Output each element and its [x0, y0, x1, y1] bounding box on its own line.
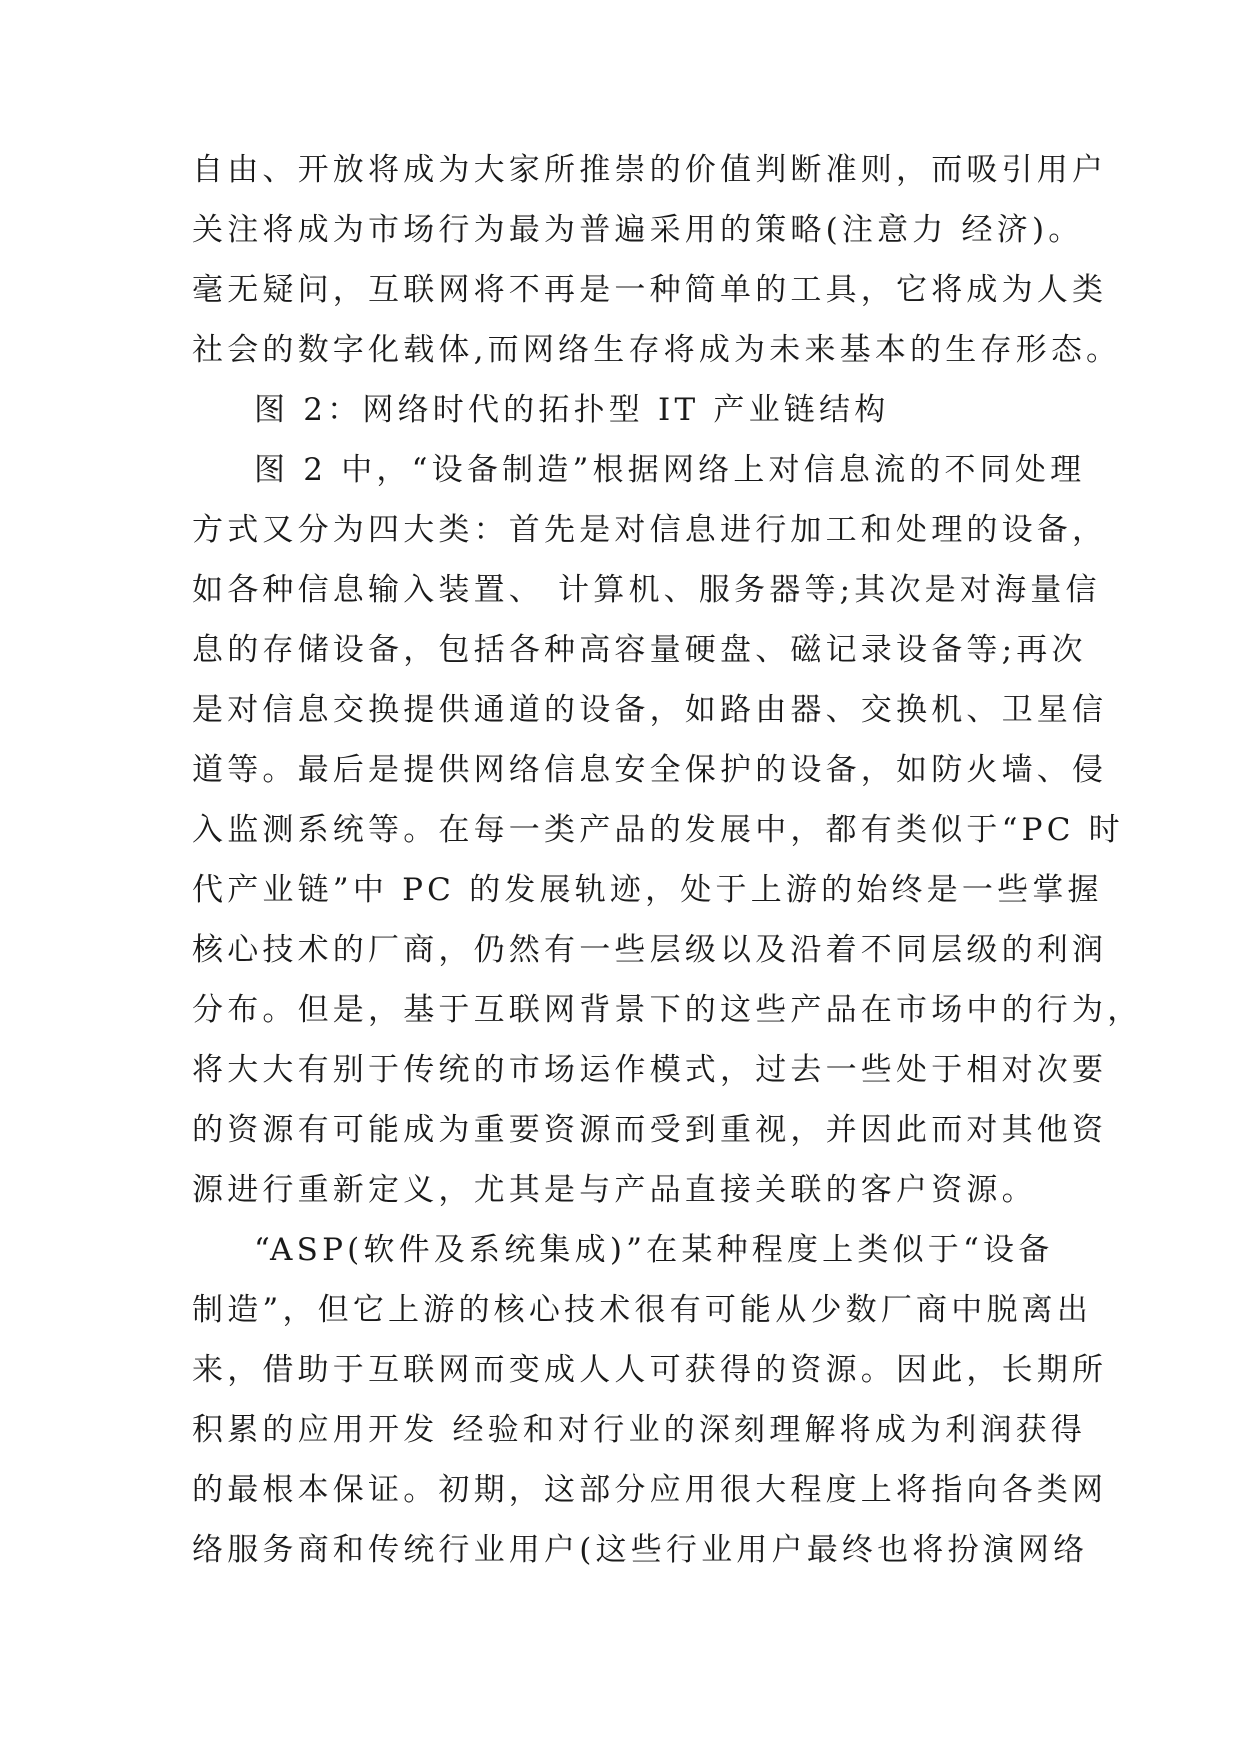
text-line: 源进行重新定义，尤其是与产品直接关联的客户资源。	[192, 1172, 1037, 1208]
text-line: 是对信息交换提供通道的设备，如路由器、交换机、卫星信	[192, 692, 1108, 728]
text-line: 核心技术的厂商，仍然有一些层级以及沿着不同层级的利润	[192, 932, 1108, 968]
text-line: 息的存储设备，包括各种高容量硬盘、磁记录设备等;再次	[192, 632, 1087, 668]
text-line: 社会的数字化载体,而网络生存将成为未来基本的生存形态。	[192, 332, 1122, 368]
text-line: 毫无疑问，互联网将不再是一种简单的工具，它将成为人类	[192, 272, 1108, 308]
text-line: 积累的应用开发 经验和对行业的深刻理解将成为利润获得	[192, 1412, 1087, 1448]
text-line: 自由、开放将成为大家所推崇的价值判断准则，而吸引用户	[192, 152, 1108, 188]
text-line: 的最根本保证。初期，这部分应用很大程度上将指向各类网	[192, 1472, 1108, 1508]
text-line: 制造”，但它上游的核心技术很有可能从少数厂商中脱离出	[192, 1292, 1093, 1328]
text-line: 将大大有别于传统的市场运作模式，过去一些处于相对次要	[192, 1052, 1108, 1088]
figure-caption: 图 2：网络时代的拓扑型 IT 产业链结构	[254, 392, 890, 428]
paragraph-start-line: “ASP(软件及系统集成)”在某种程度上类似于“设备	[254, 1232, 1054, 1268]
text-line: 来，借助于互联网而变成人人可获得的资源。因此，长期所	[192, 1352, 1108, 1388]
text-line: 络服务商和传统行业用户(这些行业用户最终也将扮演网络	[192, 1532, 1089, 1568]
text-line: 的资源有可能成为重要资源而受到重视，并因此而对其他资	[192, 1112, 1108, 1148]
text-line: 道等。最后是提供网络信息安全保护的设备，如防火墙、侵	[192, 752, 1108, 788]
text-line: 入监测系统等。在每一类产品的发展中，都有类似于“PC 时	[192, 812, 1124, 848]
text-line: 代产业链”中 PC 的发展轨迹，处于上游的始终是一些掌握	[192, 872, 1103, 908]
text-line: 如各种信息输入装置、 计算机、服务器等;其次是对海量信	[192, 572, 1101, 608]
text-line: 关注将成为市场行为最为普遍采用的策略(注意力 经济)。	[192, 212, 1084, 248]
text-line: 方式又分为四大类：首先是对信息进行加工和处理的设备，	[192, 512, 1108, 548]
text-line: 分布。但是，基于互联网背景下的这些产品在市场中的行为，	[192, 992, 1143, 1028]
body-text	[192, 140, 1143, 1580]
paragraph-start-line: 图 2 中，“设备制造”根据网络上对信息流的不同处理	[254, 452, 1086, 488]
